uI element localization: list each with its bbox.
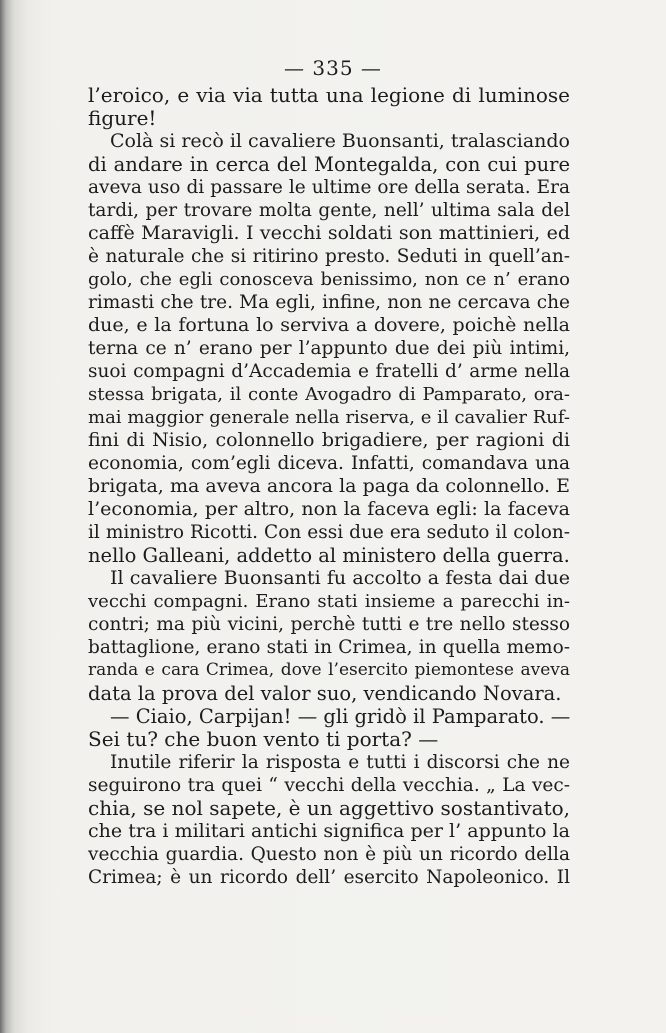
text-line: fini di Nisio, colonnello brigadiere, per ragioni di: [88, 429, 570, 451]
text-line: terna ce n’ erano per l’appunto due dei più intimi,: [88, 338, 570, 359]
text-line: è naturale che si ritirino presto. Seduti in quell’an-: [88, 246, 570, 267]
text-line: economia, com’egli diceva. Infatti, comandava una: [88, 453, 570, 474]
text-line: Inutile riferir la risposta e tutti i discorsi che ne: [110, 752, 570, 773]
text-line: aveva uso di passare le ultime ore della serata. Era: [88, 177, 570, 198]
text-line: battaglione, erano stati in Crimea, in quella memo-: [88, 637, 570, 658]
page-number: — 335 —: [284, 56, 382, 80]
text-line: tardi, per trovare molta gente, nell’ ultima sala del: [88, 200, 570, 221]
text-line: suoi compagni d’Accademia e fratelli d’ arme nella: [88, 361, 570, 382]
text-line: mai maggior generale nella riserva, e il cavalier Ruf-: [88, 407, 570, 428]
text-line: caffè Maravigli. I vecchi soldati son mattinieri, ed: [88, 222, 570, 244]
text-line: il ministro Ricotti. Con essi due era seduto il colon-: [88, 522, 570, 543]
body-text: [88, 84, 570, 889]
text-line: vecchia guardia. Questo non è più un ricordo della: [88, 844, 570, 865]
text-line: Crimea; è un ricordo dell’ esercito Napoleonico. Il: [88, 867, 570, 888]
text-line: l’eroico, e via via tutta una legione di luminose: [88, 83, 570, 107]
text-line: contri; ma più vicini, perchè tutti e tre nello stesso: [88, 614, 570, 635]
text-line: Colà si recò il cavaliere Buonsanti, tralasciando: [110, 130, 570, 152]
text-line: stessa brigata, il conte Avogadro di Pamparato, ora-: [88, 384, 570, 405]
text-line: brigata, ma aveva ancora la paga da colonnello. E: [88, 475, 570, 497]
text-line: vecchi compagni. Erano stati insieme a parecchi in-: [88, 591, 570, 612]
text-line: golo, che egli conosceva benissimo, non ce n’ erano: [88, 269, 570, 290]
text-line: figure!: [88, 106, 157, 130]
text-line: Il cavaliere Buonsanti fu accolto a festa dai due: [110, 567, 570, 589]
dialogue-line: — Ciaio, Carpijan! — gli gridò il Pamparato. —: [110, 705, 571, 728]
text-line: nello Galleani, addetto al ministero della guerra.: [88, 544, 570, 567]
text-line: l’economia, per altro, non la faceva egli: la faceva: [88, 498, 570, 520]
text-line: randa e cara Crimea, dove l’esercito piemontese aveva: [88, 660, 570, 680]
text-line: due, e la fortuna lo serviva a dovere, poichè nella: [88, 314, 570, 336]
text-line: data la prova del valor suo, vendicando Novara.: [88, 682, 562, 705]
text-line: che tra i militari antichi significa per l’ appunto la: [88, 820, 570, 842]
text-line: Sei tu? che buon vento ti porta? —: [88, 727, 439, 751]
text-line: rimasti che tre. Ma egli, infine, non ne cercava che: [88, 292, 570, 313]
text-line: chia, se nol sapete, è un aggettivo sostantivato,: [88, 796, 571, 820]
text-line: di andare in cerca del Montegalda, con cui pure: [88, 153, 570, 176]
text-line: seguirono tra quei “ vecchi della vecchia. „ La vec-: [88, 775, 570, 796]
